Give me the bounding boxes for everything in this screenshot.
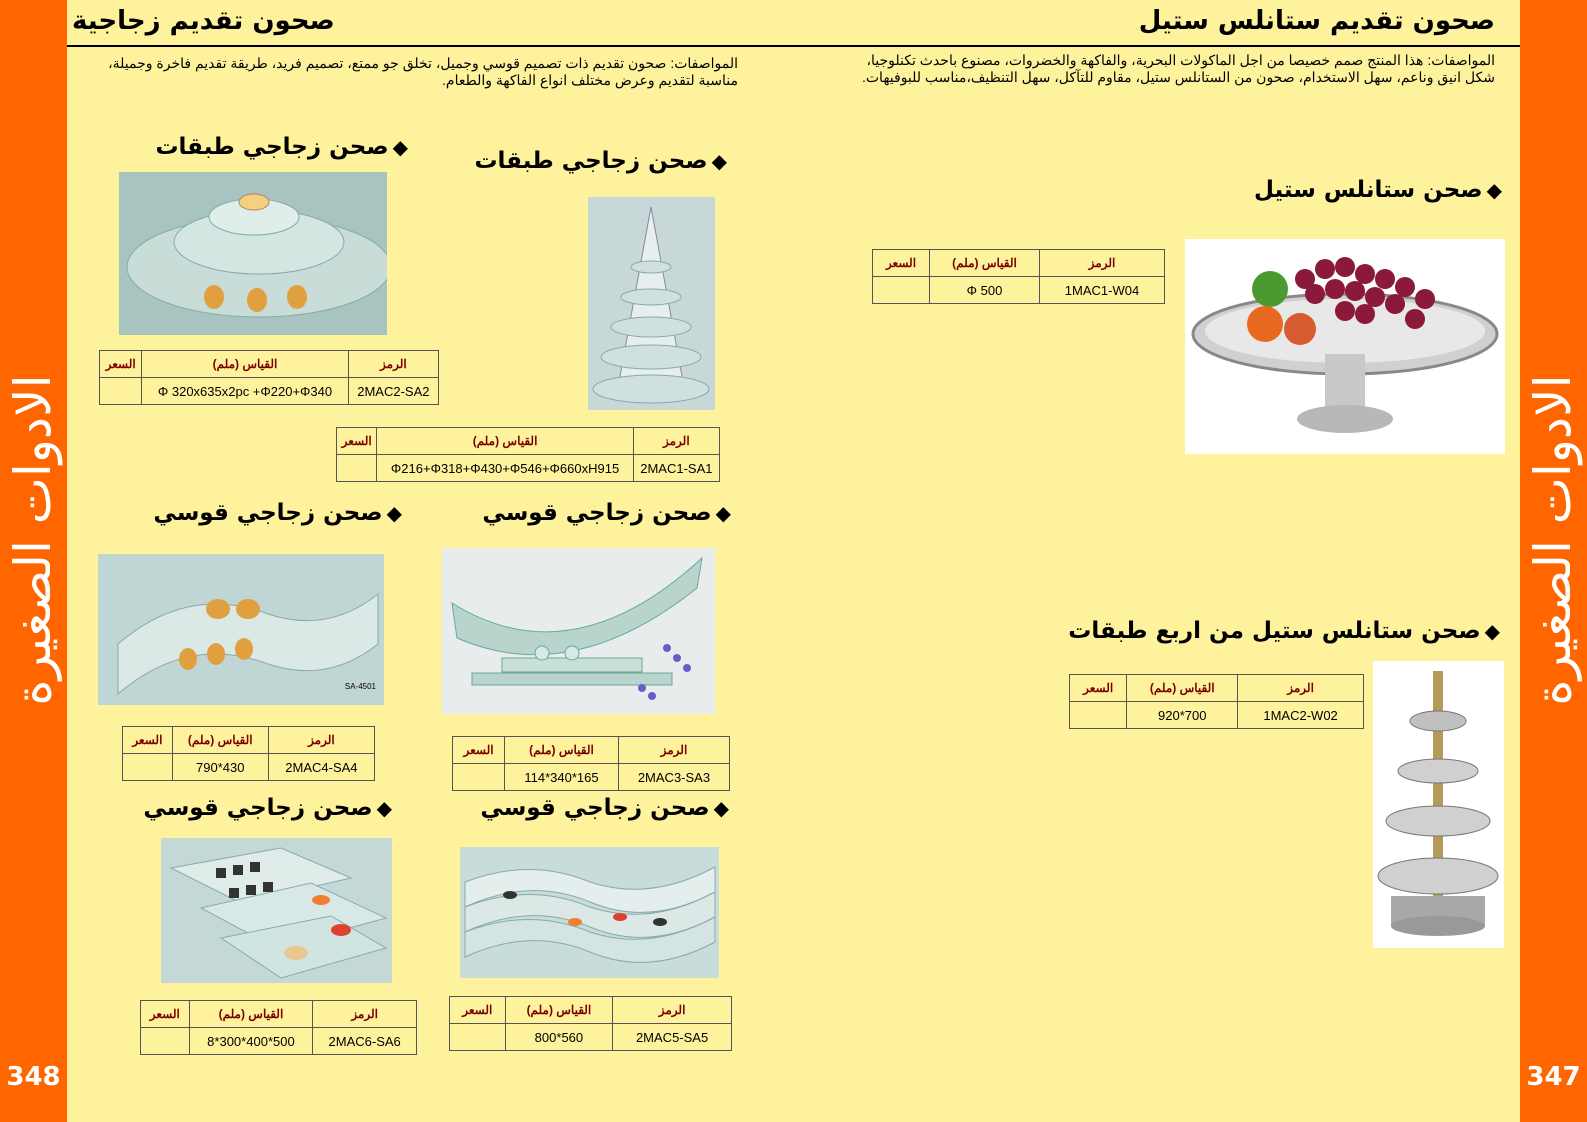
left-page-header: صحون تقديم زجاجية xyxy=(72,6,335,36)
spec-table-2mac3: الرمز القياس (ملم) السعر 2MAC3-SA3 165*340*114 xyxy=(452,736,730,791)
product-title-2mac6: ◆صحن زجاجي قوسي xyxy=(143,795,392,821)
product-title-2mac1: ◆صحن زجاجي طبقات xyxy=(474,148,727,174)
product-title-1mac1: ◆صحن ستانلس ستيل xyxy=(1253,177,1502,203)
left-spec xyxy=(70,55,738,89)
diamond-bullet-icon: ◆ xyxy=(715,501,731,525)
spec-table-2mac5: الرمز القياس (ملم) السعر 2MAC5-SA5 560*800 xyxy=(449,996,732,1051)
spec-table-2mac1: الرمز القياس (ملم) السعر 2MAC1-SA1 Φ216+Φ318+Φ430+Φ546+Φ660xH915 xyxy=(336,427,720,482)
diamond-bullet-icon: ◆ xyxy=(376,796,392,820)
product-title-2mac5: ◆صحن زجاجي قوسي xyxy=(480,795,729,821)
left-side-title: الادوات الصغيرة xyxy=(4,374,62,706)
right-side-strip xyxy=(1520,0,1587,1122)
product-title-2mac3: ◆صحن زجاجي قوسي xyxy=(482,500,731,526)
product-tag: SA-4501 xyxy=(344,682,376,691)
right-page-header: صحون تقديم ستانلس ستيل xyxy=(1138,6,1495,36)
product-image-2mac3 xyxy=(442,548,715,714)
right-side-title: الادوات الصغيرة xyxy=(1524,374,1582,706)
product-title-2mac2: ◆صحن زجاجي طبقات xyxy=(155,134,408,160)
header-divider xyxy=(67,45,1520,47)
right-spec xyxy=(830,52,1495,86)
right-spec-line1: المواصفات: هذا المنتج صمم خصيصا من اجل الماكولات البحرية، والفاكهة والخضروات، مصنوع باحدث تكنلوجيا، xyxy=(866,52,1495,68)
product-image-2mac1 xyxy=(588,197,715,410)
product-title-1mac2: ◆صحن ستانلس ستيل من اربع طبقات xyxy=(1068,618,1500,644)
right-page-number: 347 xyxy=(1526,1062,1581,1092)
diamond-bullet-icon: ◆ xyxy=(1484,619,1500,643)
spec-table-1mac2: الرمز القياس (ملم) السعر 1MAC2-W02 700*920 xyxy=(1069,674,1364,729)
product-image-1mac1 xyxy=(1185,239,1505,454)
product-image-2mac6 xyxy=(161,838,392,983)
left-page-number: 348 xyxy=(6,1062,61,1092)
product-image-2mac5 xyxy=(460,847,719,978)
product-image-1mac2 xyxy=(1373,661,1504,948)
product-title-2mac4: ◆صحن زجاجي قوسي xyxy=(153,500,402,526)
spec-table-1mac1: الرمز القياس (ملم) السعر 1MAC1-W04 Φ 500 xyxy=(872,249,1165,304)
spec-table-2mac6: الرمز القياس (ملم) السعر 2MAC6-SA6 500*400*300*8 xyxy=(140,1000,417,1055)
left-spec-line2: مناسبة لتقديم وعرض مختلف انواع الفاكهة والطعام. xyxy=(442,72,738,88)
diamond-bullet-icon: ◆ xyxy=(386,501,402,525)
product-image-2mac4 xyxy=(98,554,384,705)
spec-table-2mac4: الرمز القياس (ملم) السعر 2MAC4-SA4 430*790 xyxy=(122,726,375,781)
spec-table-2mac2: الرمز القياس (ملم) السعر 2MAC2-SA2 Φ 320x635x2pc +Φ220+Φ340 xyxy=(99,350,439,405)
product-image-2mac2 xyxy=(119,172,387,335)
diamond-bullet-icon: ◆ xyxy=(1486,178,1502,202)
diamond-bullet-icon: ◆ xyxy=(711,149,727,173)
diamond-bullet-icon: ◆ xyxy=(392,135,408,159)
right-spec-line2: شكل انيق وناعم، سهل الاستخدام، صحون من الستانلس ستيل، مقاوم للتآكل، سهل التنظيف،مناسب للبوفيهات. xyxy=(861,69,1495,85)
left-side-strip xyxy=(0,0,67,1122)
diamond-bullet-icon: ◆ xyxy=(713,796,729,820)
left-spec-line1: المواصفات: صحون تقديم ذات تصميم قوسي وجميل، تخلق جو ممتع، تصميم فريد، طريقة تقديم فاخرة وجميلة، xyxy=(108,55,738,71)
